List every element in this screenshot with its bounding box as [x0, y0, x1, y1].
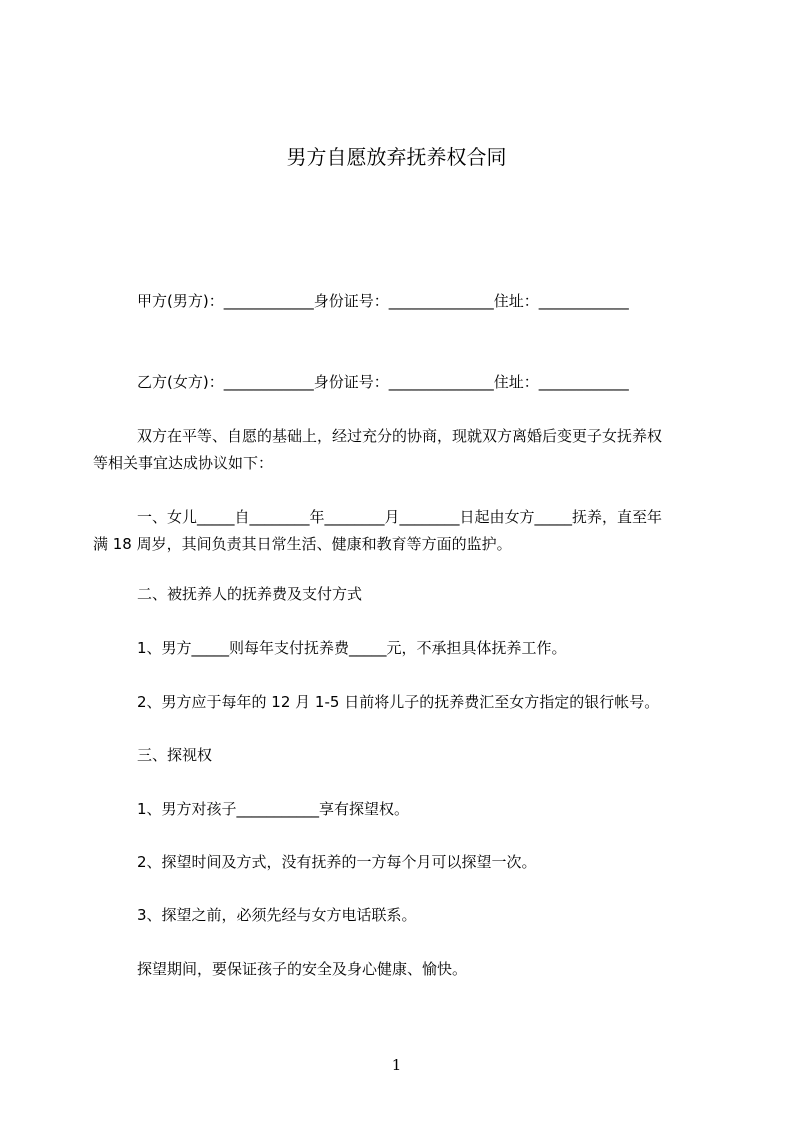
document-title: 男方自愿放弃抚养权合同 [286, 145, 507, 169]
clause-1-line-2: 满 18 周岁，其间负责其日常生活、健康和教育等方面的监护。 [93, 535, 512, 553]
party-b-line: 乙方(女方)：____________身份证号：______________住址：____________ [137, 373, 629, 391]
section-3-item-2: 2、探望时间及方式，没有抚养的一方每个月可以探望一次。 [137, 853, 537, 871]
intro-paragraph-line-1: 双方在平等、自愿的基础上，经过充分的协商，现就双方离婚后变更子女抚养权 [137, 427, 663, 445]
clause-1-line-1: 一、女儿_____自________年________月________日起由女方_____抚养，直至年 [137, 508, 663, 526]
section-3-heading: 三、探视权 [137, 746, 213, 764]
party-a-line: 甲方(男方)：____________身份证号：______________住址：____________ [137, 292, 629, 310]
intro-paragraph-line-2: 等相关事宜达成协议如下： [93, 454, 274, 472]
section-3-item-1: 1、男方对孩子___________享有探望权。 [137, 800, 410, 818]
section-3-item-3: 3、探望之前，必须先经与女方电话联系。 [137, 906, 417, 924]
page-number: 1 [391, 1056, 402, 1074]
section-2-item-2: 2、男方应于每年的 12 月 1-5 日前将儿子的抚养费汇至女方指定的银行帐号。 [137, 693, 660, 711]
section-2-item-1: 1、男方_____则每年支付抚养费_____元，不承担具体抚养工作。 [137, 639, 567, 657]
section-3-note: 探望期间，要保证孩子的安全及身心健康、愉快。 [137, 960, 468, 978]
section-2-heading: 二、被抚养人的抚养费及支付方式 [137, 585, 363, 603]
